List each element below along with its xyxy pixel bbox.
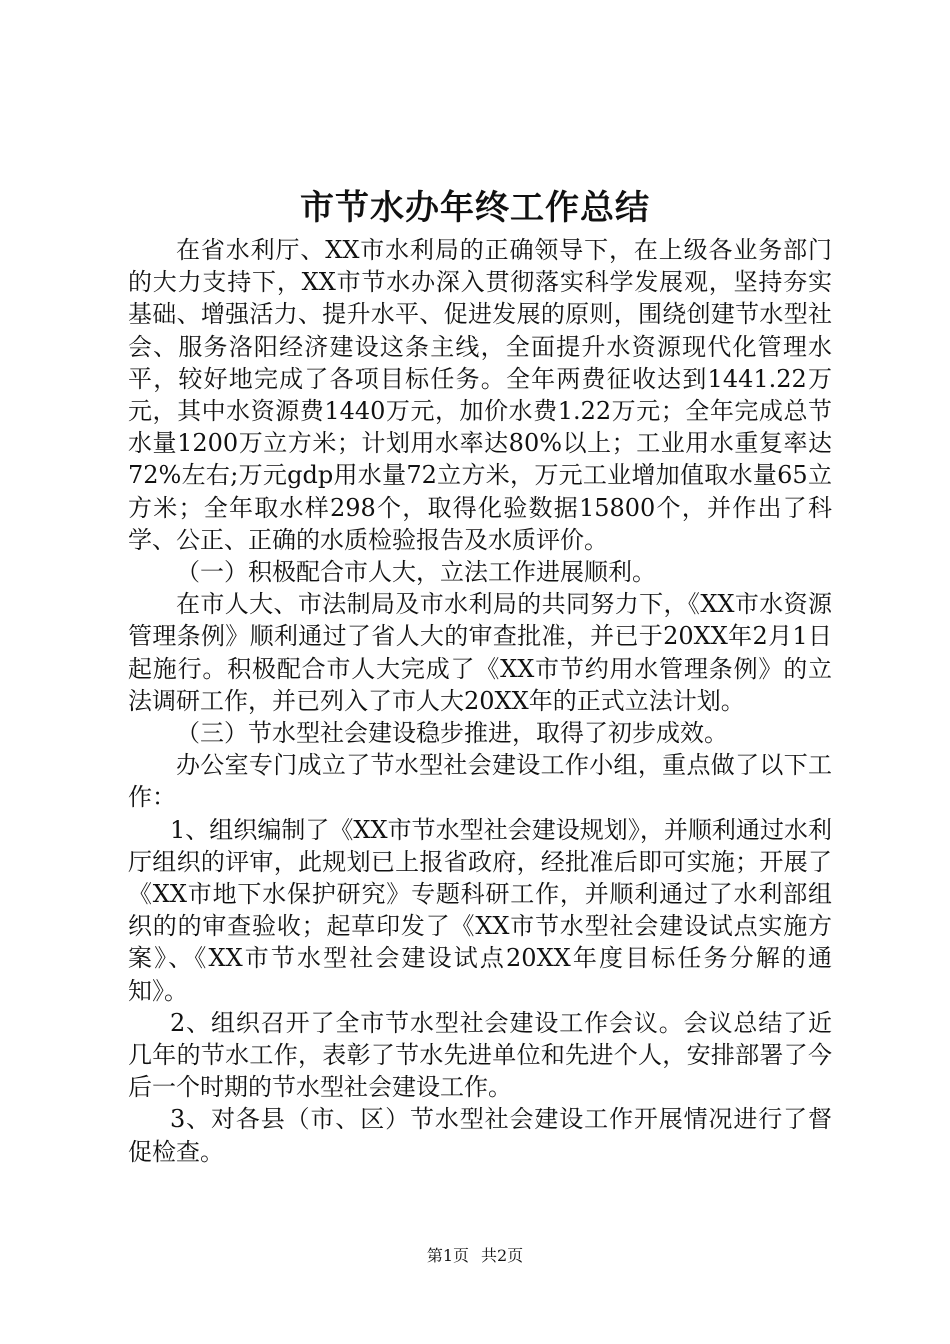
page-total: 共2页 <box>481 1246 524 1265</box>
section-heading-legislation: （一）积极配合市人大，立法工作进展顺利。 <box>176 558 656 587</box>
document-body <box>128 234 832 1168</box>
page-footer <box>0 1245 950 1267</box>
page-number: 第1页 <box>426 1246 469 1265</box>
work-item-1: 1、组织编制了《XX市节水型社会建设规划》，并顺利通过水利厅组织的评审，此规划已上报省政府，经批准后即可实施；开展了《XX市地下水保护研究》专题科研工作，并顺利通过了水利部组织的的审查验收；起草印发了《XX市节水型社会建设试点实施方案》、《XX市节水型社会建设试点20XX年度目标任务分解的通知》。 <box>128 815 832 1005</box>
legislation-paragraph: 在市人大、市法制局及市水利局的共同努力下，《XX市水资源管理条例》顺利通过了省人大的审查批准，并已于20XX年2月1日起施行。积极配合市人大完成了《XX市节约用水管理条例》的立法调研工作，并已列入了市人大20XX年的正式立法计划。 <box>128 590 832 715</box>
section-heading-water-saving-society: （三）节水型社会建设稳步推进，取得了初步成效。 <box>176 719 728 748</box>
work-item-3: 3、对各县（市、区）节水型社会建设工作开展情况进行了督促检查。 <box>128 1105 832 1166</box>
intro-paragraph: 在省水利厅、XX市水利局的正确领导下，在上级各业务部门的大力支持下，XX市节水办深入贯彻落实科学发展观，坚持夯实基础、增强活力、提升水平、促进发展的原则，围绕创建节水型社会、服务洛阳经济建设这条主线，全面提升水资源现代化管理水平，较好地完成了各项目标任务。全年两费征收达到1441.22万元，其中水资源费1440万元，加价水费1.22万元；全年完成总节水量1200万立方米；计划用水率达80%以上；工业用水重复率达72%左右;万元gdp用水量72立方米，万元工业增加值取水量65立方米；全年取水样298个，取得化验数据15800个，并作出了科学、公正、正确的水质检验报告及水质评价。 <box>128 236 832 554</box>
document-title: 市节水办年终工作总结 <box>300 188 650 228</box>
work-group-paragraph: 办公室专门成立了节水型社会建设工作小组，重点做了以下工作： <box>128 751 832 812</box>
work-item-2: 2、组织召开了全市节水型社会建设工作会议。会议总结了近几年的节水工作，表彰了节水先进单位和先进个人，安排部署了今后一个时期的节水型社会建设工作。 <box>128 1008 832 1102</box>
